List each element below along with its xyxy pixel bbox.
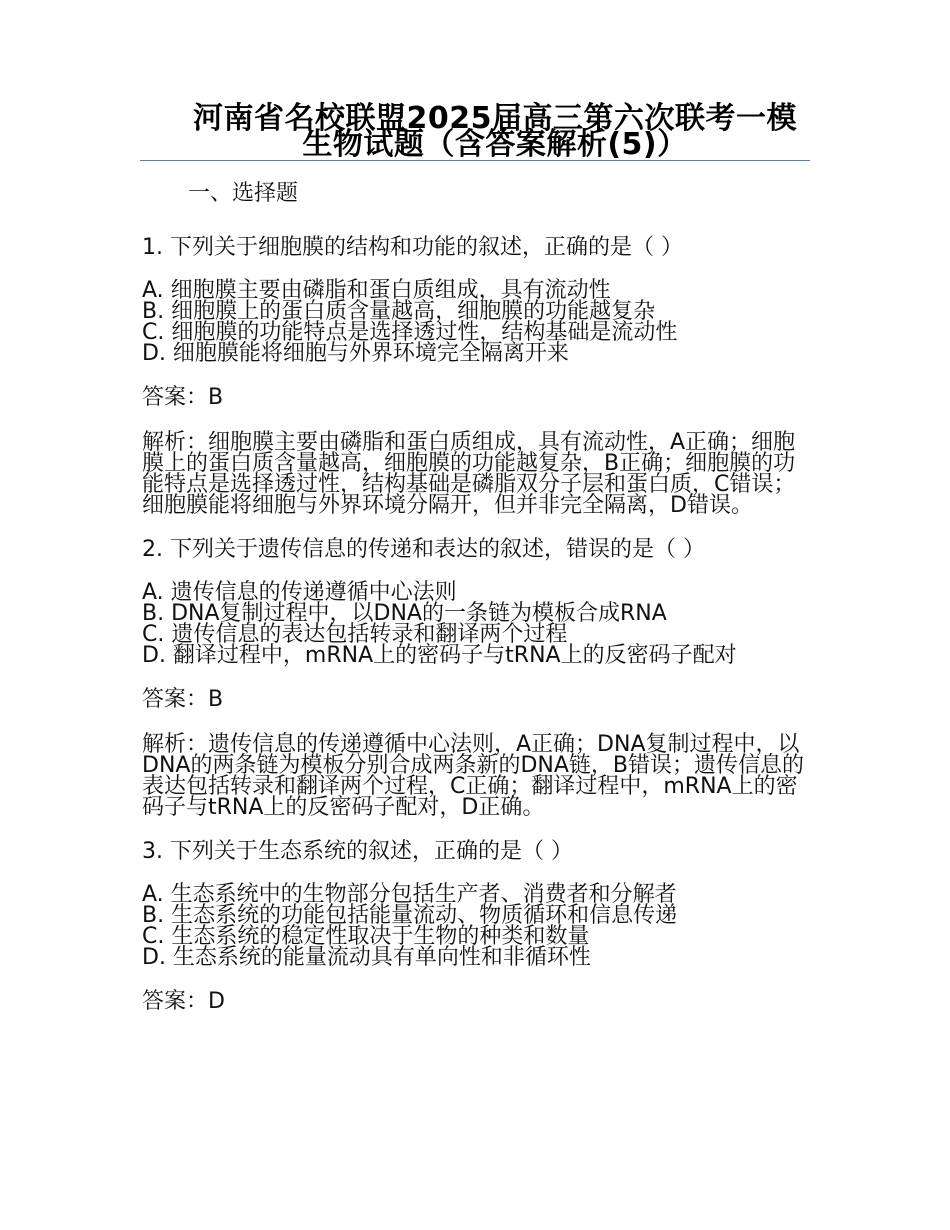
option-c: C. 细胞膜的功能特点是选择透过性，结构基础是流动性 [142,320,678,345]
option-list [142,884,810,968]
answer-line: 答案：B [142,687,224,712]
option-b: B. 生态系统的功能包括能量流动、物质循环和信息传递 [142,903,678,928]
option-c: C. 生态系统的稳定性取决于生物的种类和数量 [142,924,590,949]
option-d: D. 翻译过程中，mRNA上的密码子与tRNA上的反密码子配对 [142,643,737,668]
analysis-paragraph: 解析：遗传信息的传递遵循中心法则，A正确；DNA复制过程中，以DNA的两条链为模板分别合成两条新的DNA链，B错误；遗传信息的表达包括转录和翻译两个过程，C正确；翻译过程中，mRNA上的密码子与tRNA上的反密码子配对，D正确。 [142,732,804,820]
title-block [140,101,810,162]
option-a: A. 遗传信息的传递遵循中心法则 [142,580,457,605]
title-underline [140,160,810,161]
option-c: C. 遗传信息的表达包括转录和翻译两个过程 [142,622,568,647]
option-b: B. 细胞膜上的蛋白质含量越高，细胞膜的功能越复杂 [142,299,656,324]
option-a: A. 生态系统中的生物部分包括生产者、消费者和分解者 [142,882,677,907]
question-2 [142,534,810,818]
section-heading: 一、选择题 [188,181,299,206]
option-d: D. 细胞膜能将细胞与外界环境完全隔离开来 [142,341,569,366]
answer-line: 答案：B [142,385,224,410]
question-stem: 1. 下列关于细胞膜的结构和功能的叙述，正确的是（ ） [142,235,683,260]
question-3 [142,836,810,1018]
option-a: A. 细胞膜主要由磷脂和蛋白质组成，具有流动性 [142,278,611,303]
answer-line: 答案：D [142,989,225,1014]
option-list [142,280,810,364]
question-1 [142,232,810,516]
document-body [142,178,810,1036]
analysis-paragraph: 解析：细胞膜主要由磷脂和蛋白质组成，具有流动性，A正确；细胞膜上的蛋白质含量越高，细胞膜的功能越复杂，B正确；细胞膜的功能特点是选择透过性，结构基础是磷脂双分子层和蛋白质，C错误；细胞膜能将细胞与外界环境分隔开，但并非完全隔离，D错误。 [142,430,796,518]
question-stem: 2. 下列关于遗传信息的传递和表达的叙述，错误的是（ ） [142,537,705,562]
document-title: 河南省名校联盟2025届高三第六次联考一模生物试题（含答案解析(5)） [193,101,797,162]
option-list [142,582,810,666]
option-b: B. DNA复制过程中，以DNA的一条链为模板合成RNA [142,601,667,626]
option-d: D. 生态系统的能量流动具有单向性和非循环性 [142,945,591,970]
question-stem: 3. 下列关于生态系统的叙述，正确的是（ ） [142,839,573,864]
